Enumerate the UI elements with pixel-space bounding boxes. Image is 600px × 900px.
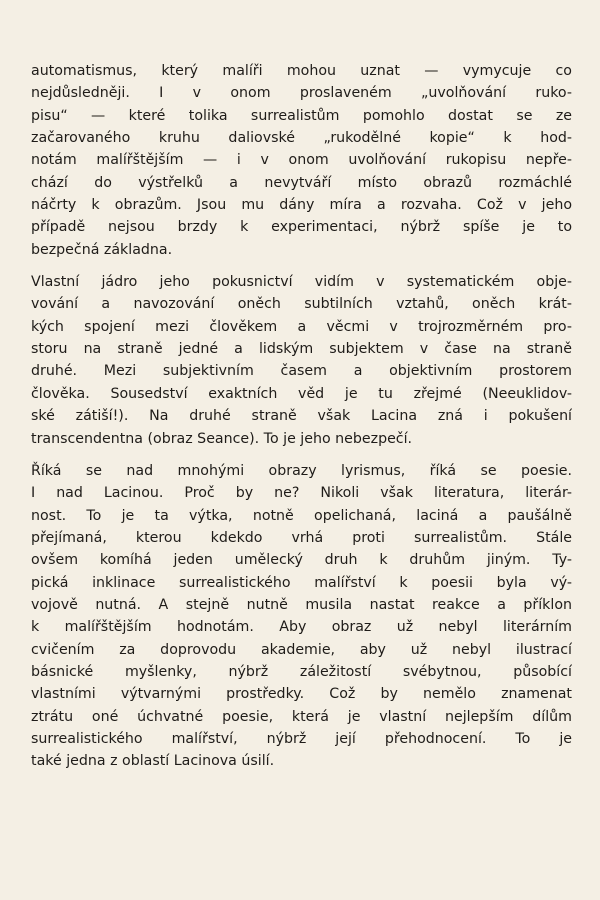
- text-line: automatismus, který malíři mohou uznat — vymycuje co: [31, 63, 572, 79]
- text-line: kých spojení mezi člověkem a věcmi v trojrozměrném pro-: [31, 318, 572, 335]
- text-line: ské zátiší!). Na druhé straně však Lacina zná i pokušení: [31, 408, 572, 425]
- text-line: cvičením za doprovodu akademie, aby už nebyl ilustrací: [31, 641, 572, 658]
- text-line: druhé. Mezi subjektivním časem a objektivním prostorem: [31, 363, 572, 380]
- text-line: nost. To je ta výtka, notně opelichaná, laciná a paušálně: [31, 507, 572, 524]
- paragraph-2: [31, 271, 572, 450]
- text-line: básnické myšlenky, nýbrž záležitostí svébytnou, působící: [31, 663, 572, 680]
- text-line: vojově nutná. A stejně nutně musila nastat reakce a příklon: [31, 596, 572, 613]
- text-line: přejímaná, kterou kdekdo vrhá proti surrealistům. Stále: [31, 529, 572, 546]
- text-line: ztrátu oné úchvatné poesie, která je vlastní nejlepším dílům: [31, 708, 572, 725]
- text-line: chází do výstřelků a nevytváří místo obrazů rozmáchlé: [31, 174, 572, 191]
- text-line: storu na straně jedné a lidským subjektem v čase na straně: [31, 341, 572, 358]
- paragraph-gap: [31, 450, 572, 460]
- text-line: pická inklinace surrealistického malířství k poesii byla vý-: [31, 574, 572, 591]
- text-line: bezpečná základna.: [31, 241, 173, 258]
- text-line: transcendentna (obraz Seance). To je jeho nebezpečí.: [31, 430, 413, 447]
- text-line: případě nejsou brzdy k experimentaci, nýbrž spíše je to: [31, 219, 572, 236]
- text-line: Říká se nad mnohými obrazy lyrismus, říká se poesie.: [31, 462, 572, 479]
- text-line: I nad Lacinou. Proč by ne? Nikoli však literatura, literár-: [31, 485, 572, 502]
- text-line: také jedna z oblastí Lacinova úsilí.: [31, 753, 275, 770]
- paragraph-1: [31, 60, 572, 261]
- text-line: náčrty k obrazům. Jsou mu dány míra a rozvaha. Což v jeho: [31, 197, 572, 214]
- text-line: Vlastní jádro jeho pokusnictví vidím v systematickém obje-: [31, 274, 572, 291]
- text-line: ovšem komíhá jeden umělecký druh k druhům jiným. Ty-: [31, 552, 572, 569]
- text-line: vování a navozování oněch subtilních vztahů, oněch krát-: [31, 296, 572, 313]
- text-line: vlastními výtvarnými prostředky. Což by nemělo znamenat: [31, 686, 572, 703]
- text-line: začarovaného kruhu daliovské „rukodělné kopie“ k hod-: [31, 130, 572, 147]
- text-line: pisu“ — které tolika surrealistům pomohlo dostat se ze: [31, 107, 572, 124]
- text-line: surrealistického malířství, nýbrž její přehodnocení. To je: [31, 730, 572, 747]
- text-line: člověka. Sousedství exaktních věd je tu zřejmé (Neeuklidov-: [31, 385, 572, 402]
- paragraph-3: [31, 460, 572, 773]
- paragraph-gap: [31, 261, 572, 271]
- text-line: nejdůsledněji. I v onom proslaveném „uvolňování ruko-: [31, 85, 572, 102]
- text-line: notám malířštějším — i v onom uvolňování rukopisu nepře-: [31, 152, 572, 169]
- text-line: k malířštějším hodnotám. Aby obraz už nebyl literárním: [31, 619, 572, 636]
